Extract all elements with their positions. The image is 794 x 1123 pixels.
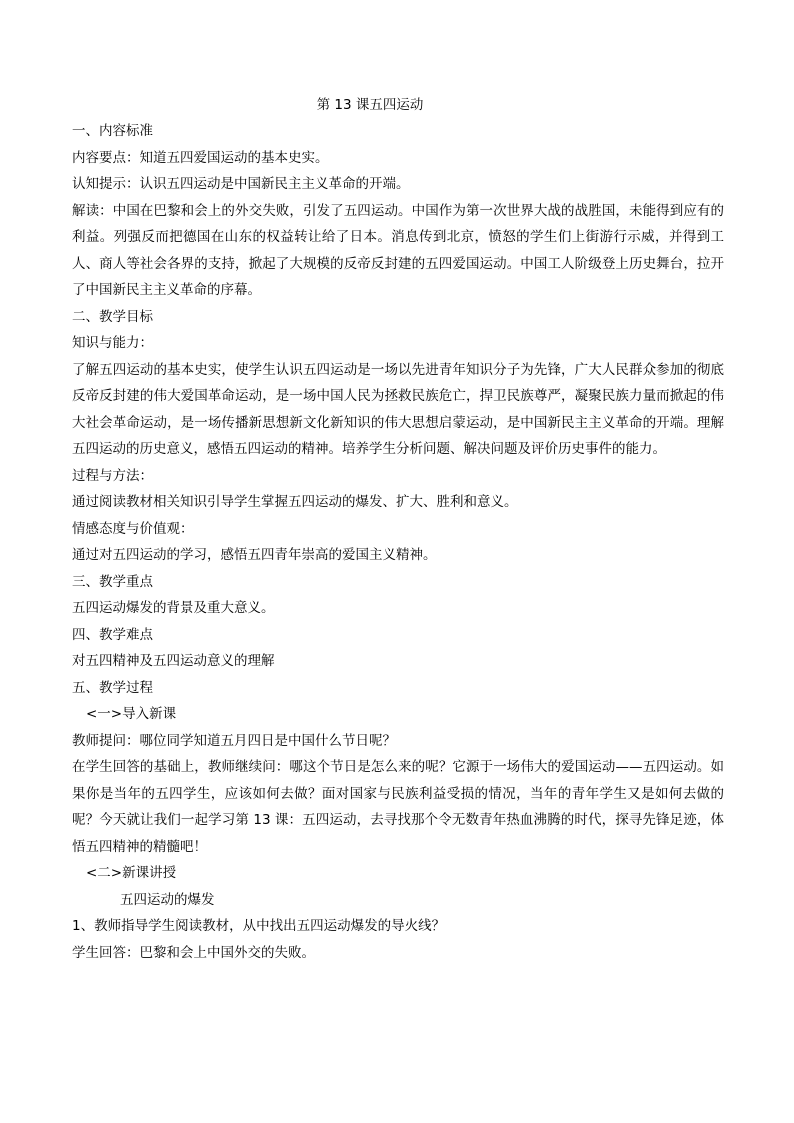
subheading-process-method: 过程与方法：: [72, 467, 153, 484]
knowledge-ability-paragraph: 了解五四运动的基本史实，使学生认识五四运动是一场以先进青年知识分子为先锋，广大人民群众参加的彻底反帝反封建的伟大爱国革命运动，是一场中国人民为拯救民族危亡，捍卫民族尊严，凝聚民族力量而掀起的伟大社会革命运动，是一场传播新思想新文化新知识的伟大思想启蒙运动，是中国新民主主义革命的开端。理解五四运动的历史意义，感悟五四运动的精神。培养学生分析问题、解决问题及评价历史事件的能力。: [72, 361, 724, 457]
teacher-question: 教师提问：哪位同学知道五月四日是中国什么节日呢？: [72, 732, 396, 749]
section-heading-key-points: 三、教学重点: [72, 573, 153, 590]
topic-outbreak: 五四运动的爆发: [120, 891, 215, 908]
step-1-text: 1、教师指导学生阅读教材，从中找出五四运动爆发的导火线？: [72, 918, 446, 934]
cognitive-hint: 认知提示：认识五四运动是中国新民主主义革命的开端。: [72, 176, 410, 192]
content-point: 内容要点：知道五四爱国运动的基本史实。: [72, 149, 329, 166]
section-heading-difficulties: 四、教学难点: [72, 626, 153, 643]
subheading-new-lesson: <二>新课讲授: [86, 865, 177, 881]
page-title: 第 13 课五四运动: [316, 97, 424, 113]
subheading-introduction: <一>导入新课: [86, 706, 177, 722]
difficulties-text: 对五四精神及五四运动意义的理解: [72, 653, 275, 669]
interpretation-paragraph: 解读：中国在巴黎和会上的外交失败，引发了五四运动。中国作为第一次世界大战的战胜国，未能得到应有的利益。列强反而把德国在山东的权益转让给了日本。消息传到北京，愤怒的学生们上街游行示威，并得到工人、商人等社会各界的支持，掀起了大规模的反帝反封建的五四爱国运动。中国工人阶级登上历史舞台，拉开了中国新民主主义革命的序幕。: [72, 202, 724, 298]
emotion-values-text: 通过对五四运动的学习，感悟五四青年崇高的爱国主义精神。: [72, 547, 437, 563]
student-answer: 学生回答：巴黎和会上中国外交的失败。: [72, 944, 315, 961]
key-points-text: 五四运动爆发的背景及重大意义。: [72, 600, 275, 616]
subheading-knowledge-ability: 知识与能力：: [72, 335, 153, 351]
subheading-emotion-values: 情感态度与价值观：: [72, 520, 194, 537]
document-page: [72, 92, 724, 966]
introduction-paragraph: 在学生回答的基础上，教师继续问：哪这个节日是怎么来的呢？它源于一场伟大的爱国运动——五四运动。如果你是当年的五四学生，应该如何去做？面对国家与民族利益受损的情况，当年的青年学生又是如何去做的呢？今天就让我们一起学习第 13 课：五四运动，去寻找那个令无数青年热血沸腾的时代，探寻先锋足迹，体悟五四精神的精髓吧！: [72, 759, 724, 855]
process-method-text: 通过阅读教材相关知识引导学生掌握五四运动的爆发、扩大、胜利和意义。: [72, 494, 518, 510]
section-heading-content-standard: 一、内容标准: [72, 123, 153, 139]
section-heading-teaching-goals: 二、教学目标: [72, 308, 153, 325]
section-heading-teaching-process: 五、教学过程: [72, 679, 153, 696]
